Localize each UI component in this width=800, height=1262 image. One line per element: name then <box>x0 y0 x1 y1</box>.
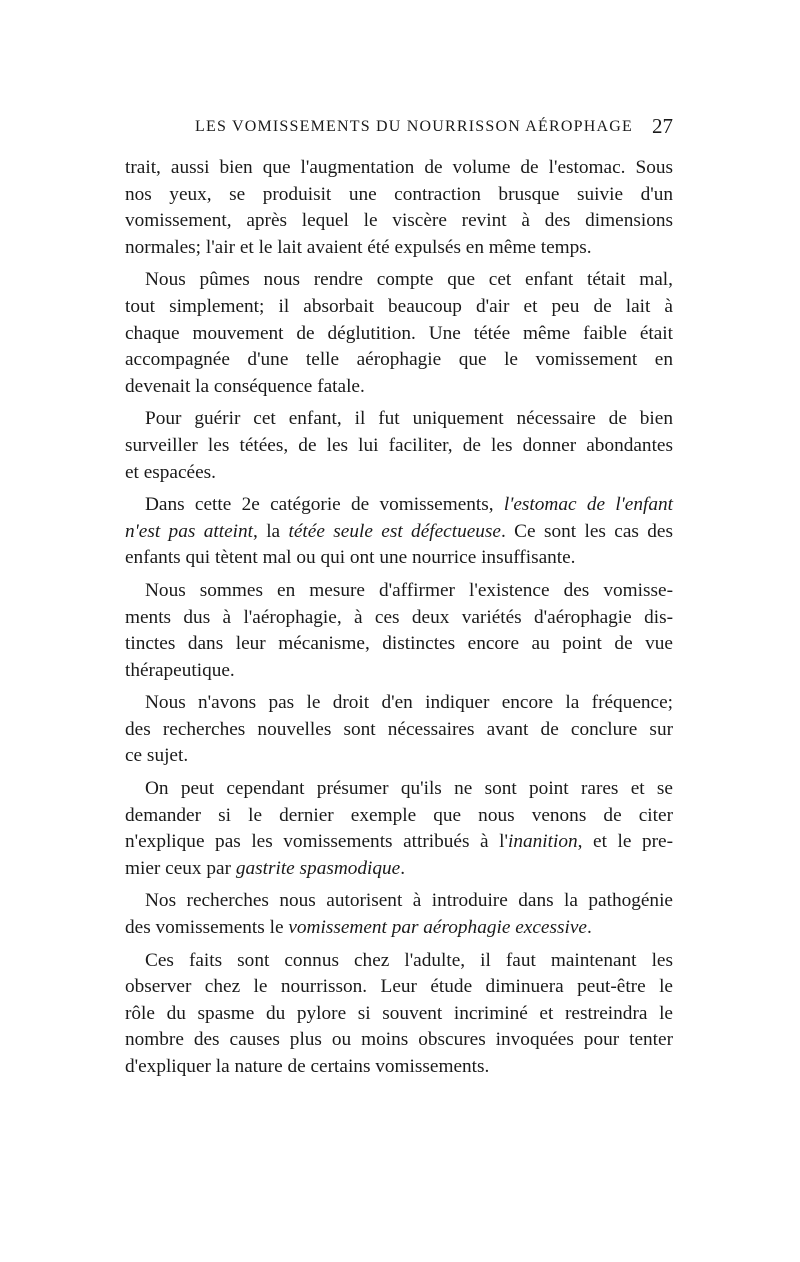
text-run: . <box>586 917 592 939</box>
text-line <box>125 208 673 235</box>
text-run: mier ceux par <box>125 857 236 879</box>
text-line <box>125 605 673 632</box>
text-line <box>125 915 673 942</box>
italic-text: inanition <box>508 831 578 853</box>
paragraph <box>125 155 673 261</box>
text-line <box>125 1054 673 1081</box>
italic-text: n'est pas atteint <box>125 520 253 542</box>
text-line <box>125 803 673 830</box>
text-line <box>125 658 673 685</box>
text-run: ce sujet. <box>125 745 189 767</box>
text-line <box>125 321 673 348</box>
paragraph <box>125 776 673 882</box>
text-line <box>125 578 673 605</box>
paragraph <box>125 948 673 1081</box>
text-run: observer chez le nourrisson. Leur étude diminuera peut-être le <box>125 976 673 998</box>
text-line <box>125 1001 673 1028</box>
text-line <box>125 433 673 460</box>
text-line <box>125 545 673 572</box>
text-run: tinctes dans leur mécanisme, distinctes encore au point de vue <box>125 633 673 655</box>
text-line <box>125 948 673 975</box>
text-run: Nos recherches nous autorisent à introduire dans la pathogénie <box>145 890 673 912</box>
text-line <box>125 717 673 744</box>
page-number: 27 <box>652 114 673 138</box>
text-line <box>125 492 673 519</box>
text-run: . <box>400 857 406 879</box>
text-run: normales; l'air et le lait avaient été expulsés en même temps. <box>125 236 592 258</box>
paragraph <box>125 578 673 684</box>
paragraph <box>125 888 673 941</box>
text-run: chaque mouvement de déglutition. Une tétée même faible était <box>125 322 673 344</box>
text-line <box>125 235 673 262</box>
text-run: tout simplement; il absorbait beaucoup d'air et peu de lait à <box>125 295 673 317</box>
text-run: Pour guérir cet enfant, il fut uniquement nécessaire de bien <box>145 408 673 430</box>
text-run: enfants qui tètent mal ou qui ont une nourrice insuffisante. <box>125 547 576 569</box>
text-line <box>125 267 673 294</box>
text-run: nos yeux, se produisit une contraction brusque suivie d'un <box>125 183 673 205</box>
text-run: . Ce sont les cas des <box>500 520 673 542</box>
text-run: , la <box>253 520 289 542</box>
text-run: des vomissements le <box>125 917 289 939</box>
running-title: LES VOMISSEMENTS DU NOURRISSON AÉROPHAGE <box>195 118 633 135</box>
text-line <box>125 294 673 321</box>
text-run: n'explique pas les vomissements attribués à l' <box>125 831 508 853</box>
text-run: thérapeutique. <box>125 659 235 681</box>
text-line <box>125 374 673 401</box>
text-line <box>125 1027 673 1054</box>
text-line <box>125 631 673 658</box>
text-run: demander si le dernier exemple que nous venons de citer <box>125 804 673 826</box>
text-run: surveiller les tétées, de les lui faciliter, de les donner abondantes <box>125 434 673 456</box>
text-line <box>125 406 673 433</box>
paragraph <box>125 406 673 486</box>
text-run: trait, aussi bien que l'augmentation de volume de l'estomac. Sous <box>125 157 673 178</box>
text-line <box>125 182 673 209</box>
text-run: Ces faits sont connus chez l'adulte, il faut maintenant les <box>145 949 673 971</box>
paragraph <box>125 267 673 400</box>
text-line <box>125 155 673 182</box>
italic-text: vomissement par aérophagie excessive <box>288 917 587 939</box>
text-line <box>125 829 673 856</box>
text-line <box>125 460 673 487</box>
text-run: vomissement, après lequel le viscère revint à des dimensions <box>125 210 673 232</box>
text-run: ments dus à l'aérophagie, à ces deux variétés d'aérophagie dis- <box>125 606 673 628</box>
body-text <box>125 155 673 1081</box>
text-run: et espacées. <box>125 461 216 483</box>
text-run: des recherches nouvelles sont nécessaires avant de conclure sur <box>125 718 673 740</box>
text-line <box>125 776 673 803</box>
running-head <box>125 114 673 144</box>
text-line <box>125 856 673 883</box>
text-run: Dans cette 2e catégorie de vomissements, <box>145 494 504 516</box>
text-run: d'expliquer la nature de certains vomissements. <box>125 1056 490 1077</box>
italic-text: l'estomac de l'enfant <box>503 494 673 516</box>
text-run: , et le pre- <box>577 831 673 853</box>
text-run: rôle du spasme du pylore si souvent incriminé et restreindra le <box>125 1002 673 1024</box>
text-run: devenait la conséquence fatale. <box>125 375 365 397</box>
italic-text: gastrite spasmodique <box>235 857 401 879</box>
paragraph <box>125 690 673 770</box>
paragraph <box>125 492 673 572</box>
text-run: On peut cependant présumer qu'ils ne sont point rares et se <box>145 778 673 800</box>
text-line <box>125 743 673 770</box>
text-run: Nous n'avons pas le droit d'en indiquer encore la fréquence; <box>145 692 673 714</box>
text-line <box>125 519 673 546</box>
text-line <box>125 347 673 374</box>
text-line <box>125 690 673 717</box>
text-run: accompagnée d'une telle aérophagie que le vomissement en <box>125 349 673 371</box>
text-run: nombre des causes plus ou moins obscures invoquées pour tenter <box>125 1029 673 1051</box>
text-line <box>125 888 673 915</box>
italic-text: tétée seule est défectueuse <box>288 520 501 542</box>
text-run: Nous pûmes nous rendre compte que cet enfant tétait mal, <box>145 269 673 291</box>
text-line <box>125 974 673 1001</box>
text-run: Nous sommes en mesure d'affirmer l'existence des vomisse- <box>145 579 673 601</box>
